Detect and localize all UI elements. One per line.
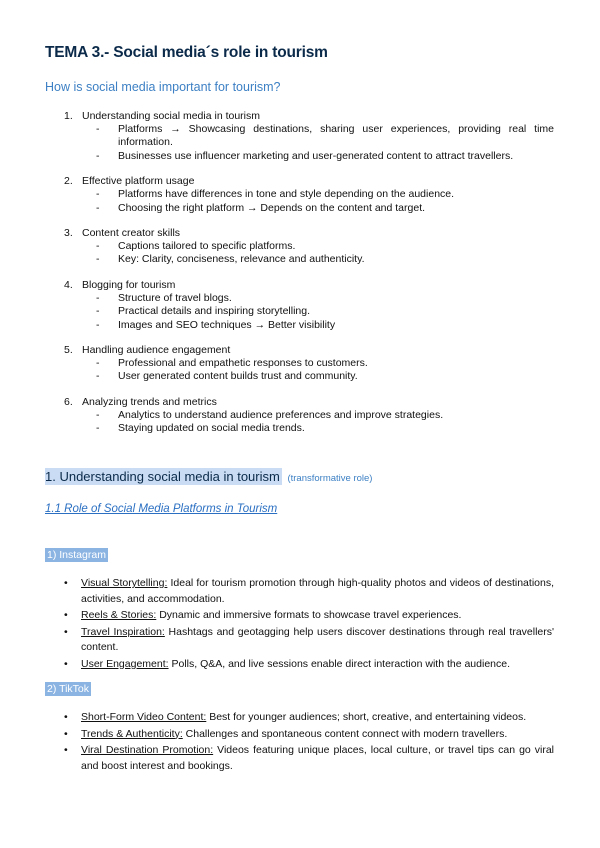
bullet-text: Polls, Q&A, and live sessions enable direct interaction with the audience.: [168, 657, 511, 670]
subsection-heading: 1.1 Role of Social Media Platforms in Tourism: [45, 503, 278, 515]
topic-point: Structure of travel blogs.: [118, 291, 232, 304]
topic-list: [64, 110, 554, 448]
bullet-label: Short-Form Video Content:: [81, 711, 207, 723]
bullet-text: Hashtags and geotagging help users discover destinations through real travellers' content.: [81, 625, 554, 653]
topic-point: Images and SEO techniques → Better visibility: [118, 318, 336, 331]
list-item: • Visual Storytelling: Ideal for tourism promotion through high-quality photos and videos of destinations, activities, and accommodation.: [64, 577, 554, 605]
bullet-text: Videos featuring unique places, local culture, or travel tips can go viral and boost interest and bookings.: [81, 744, 555, 772]
tiktok-bullets: [64, 710, 554, 775]
topic-item: 3. Content creator skills - Captions tailored to specific platforms. - Key: Clarity, conciseness, relevance and authenticity.: [64, 227, 554, 267]
topic-point: Analytics to understand audience preferences and improve strategies.: [118, 408, 444, 421]
topic-point: Professional and empathetic responses to customers.: [118, 357, 368, 370]
topic-point: Platforms have differences in tone and style depending on the audience.: [118, 188, 455, 201]
bullet-text: Dynamic and immersive formats to showcase travel experiences.: [156, 609, 462, 621]
topic-number: 6.: [64, 395, 73, 408]
topic-point: Choosing the right platform → Depends on the content and target.: [118, 201, 426, 214]
topic-point: Key: Clarity, conciseness, relevance and authenticity.: [118, 253, 365, 266]
list-item: • User Engagement: Polls, Q&A, and live sessions enable direct interaction with the audience.: [64, 657, 511, 670]
bullet-label: Travel Inspiration:: [81, 625, 165, 638]
tiktok-tag: 2) TikTok: [47, 683, 90, 695]
topic-point: Practical details and inspiring storytelling.: [118, 305, 311, 318]
topic-item: 1. Understanding social media in tourism - Platforms → Showcasing destinations, sharing user experiences, providing real time information. - Businesses use influencer marketing and user-generated content to attract travellers.: [64, 110, 554, 162]
bullet-text: Best for younger audiences; short, creative, and entertaining videos.: [206, 711, 527, 723]
list-item: • Reels & Stories: Dynamic and immersive formats to showcase travel experiences.: [64, 609, 462, 621]
topic-heading: Effective platform usage: [82, 175, 195, 188]
section-note: (transformative role): [287, 473, 373, 484]
instagram-tag: 1) Instagram: [47, 549, 106, 561]
topic-point: Staying updated on social media trends.: [118, 422, 305, 435]
topic-item: 6. Analyzing trends and metrics - Analytics to understand audience preferences and improve strategies. - Staying updated on social media trends.: [64, 396, 554, 436]
topic-number: 3.: [64, 227, 73, 240]
instagram-bullets: [64, 576, 554, 673]
topic-heading: Understanding social media in tourism: [82, 110, 261, 122]
page-title: TEMA 3.- Social media´s role in tourism: [45, 44, 328, 61]
bullet-text: Ideal for tourism promotion through high-quality photos and videos of destinations, activities, and accommodation.: [81, 577, 554, 605]
list-item: • Viral Destination Promotion: Videos featuring unique places, local culture, or travel tips can go viral and boost interest and bookings.: [64, 744, 555, 772]
topic-point: Captions tailored to specific platforms.: [118, 240, 296, 253]
topic-number: 2.: [64, 175, 73, 188]
topic-number: 1.: [64, 110, 73, 122]
topic-point: Platforms → Showcasing destinations, sharing user experiences, providing real time information.: [118, 123, 554, 149]
section-title: 1. Understanding social media in tourism: [45, 469, 280, 484]
topic-heading: Analyzing trends and metrics: [82, 395, 217, 408]
topic-heading: Content creator skills: [82, 227, 181, 240]
topic-heading: Handling audience engagement: [82, 344, 231, 357]
bullet-label: Reels & Stories:: [81, 609, 157, 621]
page-subtitle: How is social media important for tourism?: [45, 80, 281, 94]
list-item: • Travel Inspiration: Hashtags and geotagging help users discover destinations through real travellers' content.: [64, 625, 554, 653]
list-item: • Short-Form Video Content: Best for younger audiences; short, creative, and entertaining videos.: [64, 711, 527, 723]
topic-heading: Blogging for tourism: [82, 278, 176, 291]
topic-item: 4. Blogging for tourism - Structure of travel blogs. - Practical details and inspiring storytelling. - Images and SEO techniques → Better visibility: [64, 279, 554, 332]
list-item: • Trends & Authenticity: Challenges and spontaneous content connect with modern travellers.: [64, 727, 508, 740]
bullet-label: Viral Destination Promotion:: [81, 744, 214, 756]
section-heading: [45, 469, 372, 484]
topic-point: User generated content builds trust and community.: [118, 370, 358, 383]
bullet-label: Trends & Authenticity:: [81, 727, 183, 740]
topic-item: 5. Handling audience engagement - Professional and empathetic responses to customers. - User generated content builds trust and community.: [64, 344, 554, 384]
topic-number: 4.: [64, 278, 73, 291]
bullet-text: Challenges and spontaneous content connect with modern travellers.: [182, 727, 508, 740]
bullet-label: User Engagement:: [81, 657, 169, 670]
topic-point: Businesses use influencer marketing and user-generated content to attract travellers.: [118, 149, 514, 162]
topic-number: 5.: [64, 344, 73, 357]
topic-item: 2. Effective platform usage - Platforms have differences in tone and style depending on the audience. - Choosing the right platform → Depends on the content and target.: [64, 175, 554, 215]
bullet-label: Visual Storytelling:: [81, 577, 168, 589]
